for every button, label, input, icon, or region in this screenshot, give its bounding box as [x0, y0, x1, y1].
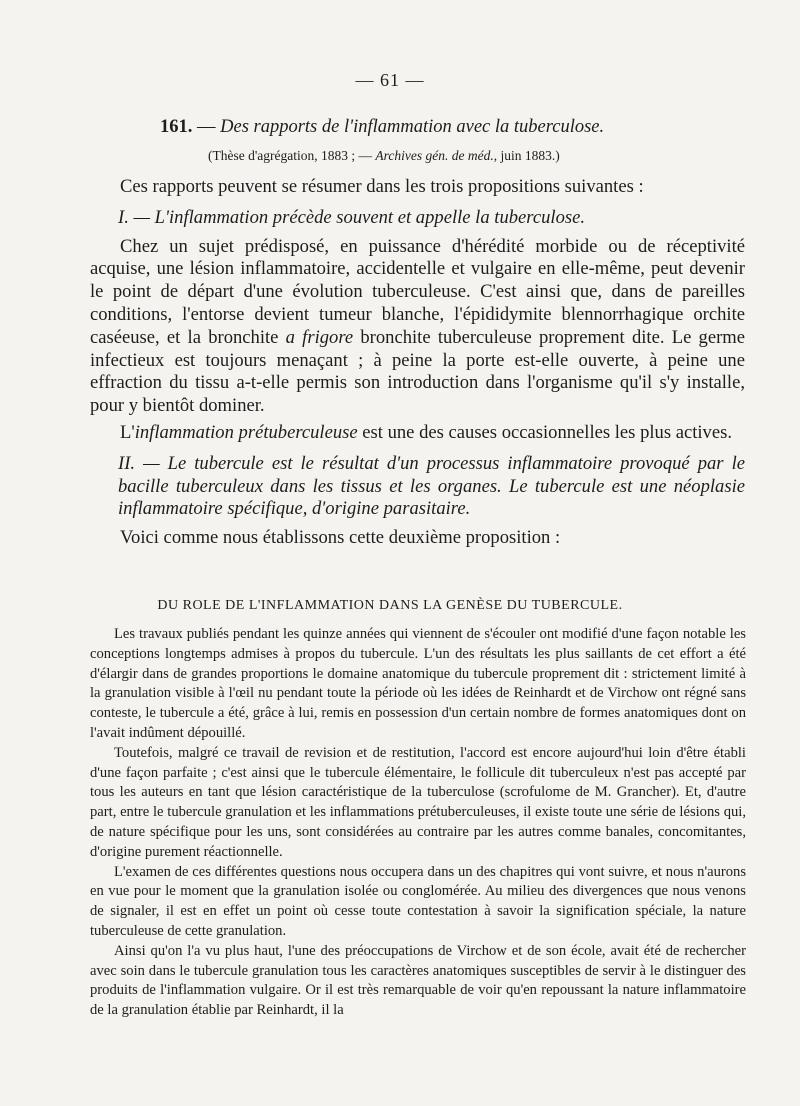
- subsection-title: DU ROLE DE L'INFLAMMATION DANS LA GENÈSE DU TUBERCULE.: [157, 598, 623, 613]
- proposition-one: [90, 207, 745, 230]
- paragraph-predisposition-end: bronchite tuberculeuse proprement dite. Le germe infectieux est toujours menaçant ; à peine la porte est-elle ouverte, à peine une effraction du tissu a-t-elle permis son introduction dans l'organisme qu'il s'y installe, pour y bientôt dominer.: [90, 326, 746, 417]
- proposition-two-part4: d'origine parasitaire.: [312, 498, 471, 520]
- proposition-one-text: L'inflammation précède souvent et appelle la tuberculose.: [154, 206, 586, 228]
- pretuberculous-article: L': [120, 421, 135, 443]
- proposition-two-part2: d'un processus: [386, 452, 500, 474]
- proposition-two-part1: Le tubercule est le résultat: [167, 452, 387, 474]
- citation: [208, 148, 768, 164]
- paragraph-pretuberculous: [90, 422, 745, 445]
- small-paragraph-2: Toutefois, malgré ce travail de revision et de restitution, l'accord est encore aujourd'hui loin d'être établi d'une façon parfaite ; c'est ainsi que le tubercule élémentaire, le follicule dit tuberculeux n'est pas accepté par tous les auteurs en tant que lésion caractéristique de la tuberculose (scrofulome de M. Grancher). Et, d'autre part, entre le tubercule granulation et les inflammations prétuberculeuses, il existe toute une série de lésions qui, de nature spécifique pour les uns, sont considérées au contraire par les autres comme banales, concomitantes, d'origine purement réactionnelle.: [90, 744, 746, 860]
- heading-dash: —: [192, 117, 221, 137]
- proposition-one-numeral: I. —: [118, 206, 155, 228]
- pretuberculous-rest: est une des causes occasionnelles les plus actives.: [357, 421, 732, 443]
- citation-open: (Thèse d'agrégation, 1883 ; —: [208, 148, 376, 163]
- small-text-block: [90, 625, 746, 1021]
- proposition-two-part3: inflammatoire provoqué par le bacille tuberculeux dans les tissus et les organes. Le tubercule est une néoplasie inflammatoire spécifique,: [118, 452, 745, 520]
- page-number: — 61 —: [355, 70, 425, 90]
- paragraph-predisposition: [90, 236, 745, 418]
- main-text-block: [90, 176, 745, 550]
- intro-paragraph: Ces rapports peuvent se résumer dans les trois propositions suivantes :: [120, 176, 644, 197]
- pretuberculous-italic: inflammation prétuberculeuse: [134, 421, 358, 443]
- a-frigore-italic: a frigore: [285, 326, 354, 348]
- section-heading: [160, 117, 760, 138]
- small-paragraph-1: Les travaux publiés pendant les quinze années qui viennent de s'écouler ont modifié d'une façon notable les conceptions longtemps admises à propos du tubercule. L'un des résultats les plus saillants de cet effort a été d'élargir dans de grandes proportions le domaine anatomique du tubercule proprement dit : strictement limité à la granulation visible à l'œil nu pendant toute la période où les idées de Reinhardt et de Virchow ont régné sans conteste, le tubercule a été, grâce à lui, remis en possession d'un certain nombre de formes anatomiques dont on l'avait indûment dépouillé.: [90, 626, 746, 741]
- paragraph-second-proposition: Voici comme nous établissons cette deuxième proposition :: [120, 527, 561, 549]
- citation-close: , juin 1883.): [493, 148, 560, 163]
- small-paragraph-3: L'examen de ces différentes questions nous occupera dans un des chapitres qui vont suivre, et nous n'aurons en vue pour le moment que la granulation isolée ou conglomérée. Au milieu des divergences que nous venons de signaler, il est en effet un point où cesse toute contestation à savoir la signification spéciale, la nature tuberculeuse de cette granulation.: [90, 863, 746, 939]
- section-title-italic: Des rapports de l'inflammation avec la tuberculose.: [220, 117, 605, 137]
- section-number: 161.: [160, 117, 193, 137]
- citation-journal: Archives gén. de méd.: [375, 148, 494, 163]
- proposition-two-numeral: II. —: [118, 452, 168, 474]
- paragraph-predisposition-start: Chez un sujet prédisposé, en puissance d'hérédité morbide ou de réceptivité acquise, une lésion inflammatoire, accidentelle et vulgaire en elle-même, peut devenir le point de départ d'une évolution tuberculeuse. C'est ainsi que, dans de pareilles conditions, l'entorse devient tumeur blanche, l'épididymite blennorrhagique orchite caséeuse, et la bronchite: [90, 235, 745, 348]
- small-paragraph-4: Ainsi qu'on l'a vu plus haut, l'une des préoccupations de Virchow et de son école, avait été de rechercher avec soin dans le tubercule granulation tous les caractères anatomiques susceptibles de servir à le distinguer des produits de l'inflammation vulgaire. Or il est très remarquable de voir qu'en repoussant la nature inflammatoire de la granulation établie par Reinhardt, il la: [90, 942, 746, 1019]
- proposition-two: [90, 453, 745, 521]
